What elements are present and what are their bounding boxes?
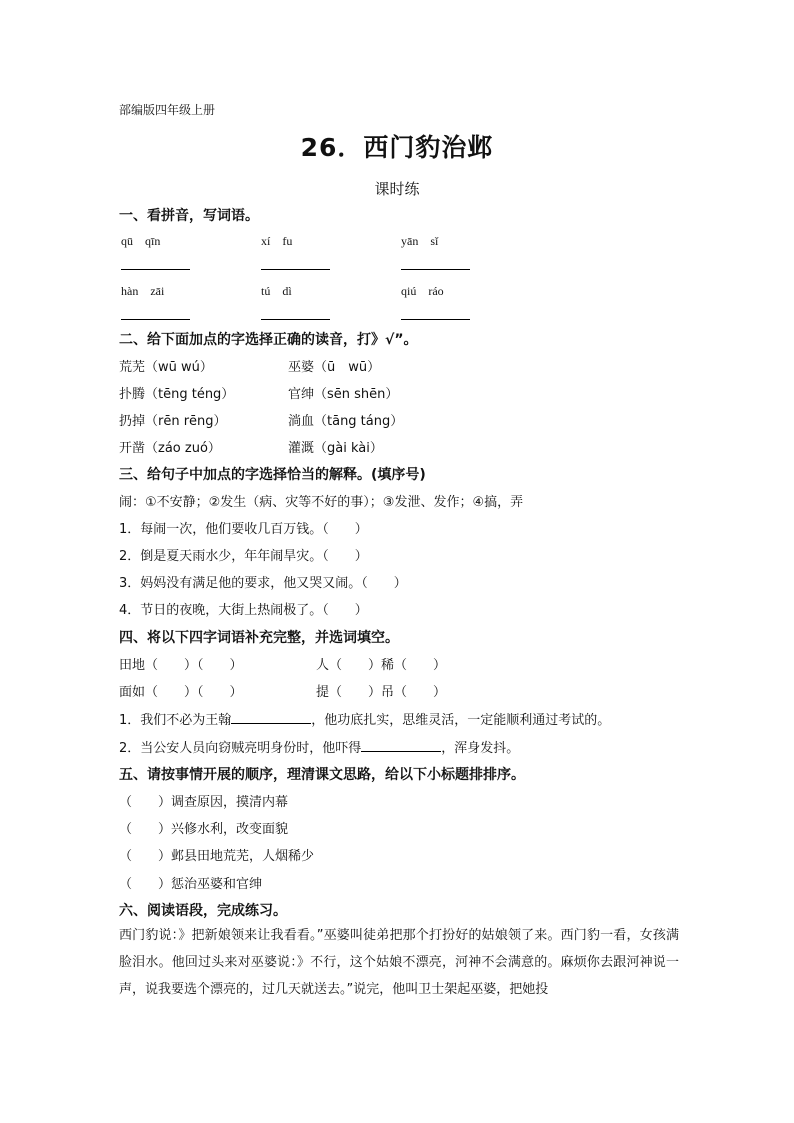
question-item: 4．节日的夜晚，大街上热闹极了。（ ） <box>119 603 368 618</box>
fill-sentence-2 <box>119 737 519 756</box>
section6-heading: 六、阅读语段，完成练习。 <box>119 903 287 919</box>
answer-line[interactable] <box>261 319 330 320</box>
order-item: （ ）邺县田地荒芜，人烟稀少 <box>119 849 315 864</box>
answer-line[interactable] <box>121 269 190 270</box>
reading-passage: 西门豹说：》把新娘领来让我看看。”巫婆叫徒弟把那个打扮好的姑娘领了来。西门豹一看，女孩满脸泪水。他回过头来对巫婆说：》不行，这个姑娘不漂亮，河神不会满意的。麻烦你去跟河神说一声，说我要选个漂亮的，过几天就送去。”说完，他叫卫士架起巫婆，把她投 <box>119 928 679 997</box>
reading-item: 官绅（sēn shēn） <box>288 387 399 402</box>
reading-item: 荒芜（wū wú） <box>119 360 213 375</box>
reading-item: 扑腾（tēng téng） <box>119 387 235 402</box>
reading-item: 开凿（záo zuó） <box>119 441 221 456</box>
question-item: 2．倒是夏天雨水少，年年闹旱灾。（ ） <box>119 549 368 564</box>
definition-list: 闹：①不安静；②发生（病、灾等不好的事）；③发泄、发作；④搞，弄 <box>119 495 524 510</box>
answer-line[interactable] <box>231 710 311 724</box>
reading-item: 淌血（tāng táng） <box>288 414 404 429</box>
pinyin-yan-si: yān sǐ <box>401 234 439 248</box>
answer-line[interactable] <box>361 738 441 752</box>
fill-sentence-1 <box>119 709 610 728</box>
pinyin-tu-di: tú dì <box>261 284 292 298</box>
sentence-text: ，他功底扎实，思维灵活，一定能顺利通过考试的。 <box>311 713 611 728</box>
answer-line[interactable] <box>261 269 330 270</box>
page-subtitle: 课时练 <box>374 180 420 198</box>
sentence-text: ，浑身发抖。 <box>441 741 520 756</box>
order-item: （ ）调查原因，摸清内幕 <box>119 795 289 810</box>
pinyin-han-zai: hàn zāi <box>121 284 165 298</box>
section5-heading: 五、请按事情开展的顺序，理清课文思路，给以下小标题排排序。 <box>119 767 525 783</box>
section2-heading: 二、给下面加点的字选择正确的读音，打》√”。 <box>119 332 418 348</box>
idiom-blank: 人（ ）稀（ ） <box>316 658 447 673</box>
order-item: （ ）惩治巫婆和官绅 <box>119 877 263 892</box>
pinyin-qu-qin: qū qīn <box>121 234 161 248</box>
idiom-blank: 提（ ）吊（ ） <box>316 685 447 700</box>
answer-line[interactable] <box>121 319 190 320</box>
pinyin-qiu-rao: qiú ráo <box>401 284 444 298</box>
sentence-text: 1．我们不必为王翰 <box>119 713 232 728</box>
edition-label: 部编版四年级上册 <box>119 103 216 117</box>
question-item: 3．妈妈没有满足他的要求，他又哭又闹。（ ） <box>119 576 407 591</box>
section4-heading: 四、将以下四字词语补充完整，并选词填空。 <box>119 630 399 646</box>
reading-item: 巫婆（ū wū） <box>288 360 381 375</box>
sentence-text: 2．当公安人员向窃贼亮明身份时，他吓得 <box>119 741 362 756</box>
idiom-blank: 面如（ ）（ ） <box>119 685 243 700</box>
answer-line[interactable] <box>401 269 470 270</box>
page-title: 26．西门豹治邺 <box>300 133 494 162</box>
reading-item: 灌溉（gài kài） <box>288 441 383 456</box>
answer-line[interactable] <box>401 319 470 320</box>
idiom-blank: 田地（ ）（ ） <box>119 658 243 673</box>
reading-item: 扔掉（rēn rēng） <box>119 414 227 429</box>
section1-heading: 一、看拼音，写词语。 <box>119 208 259 224</box>
pinyin-xi-fu: xí fu <box>261 234 293 248</box>
section3-heading: 三、给句子中加点的字选择恰当的解释。(填序号) <box>119 467 426 483</box>
order-item: （ ）兴修水利，改变面貌 <box>119 822 289 837</box>
question-item: 1．每闹一次，他们要收几百万钱。（ ） <box>119 522 368 537</box>
